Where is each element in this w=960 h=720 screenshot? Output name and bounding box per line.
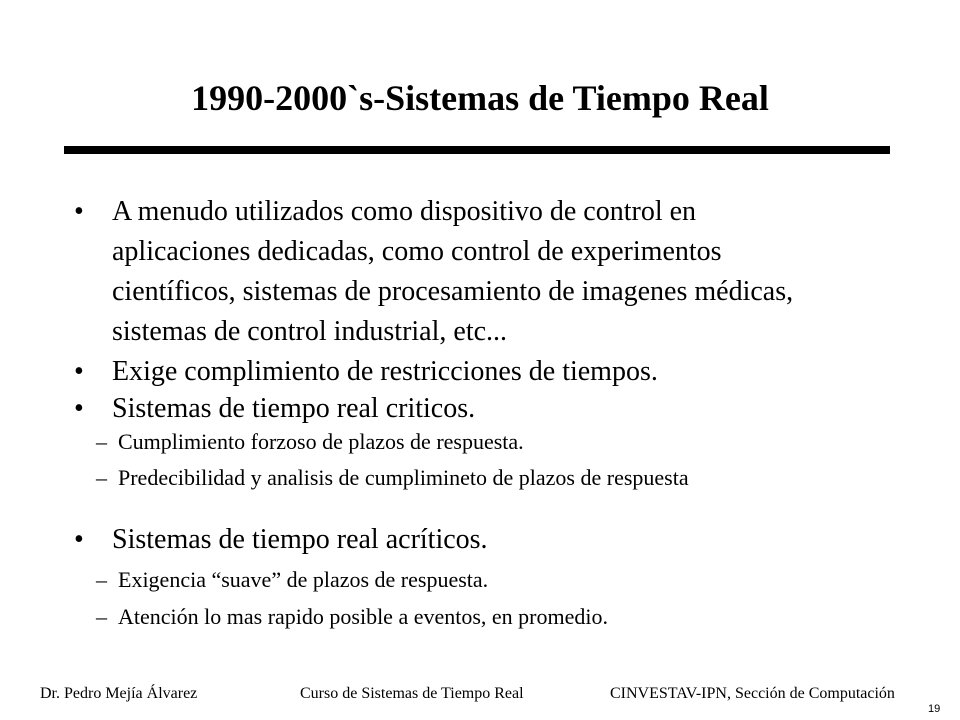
footer-author: Dr. Pedro Mejía Álvarez [40, 685, 198, 702]
footer-institution: CINVESTAV-IPN, Sección de Computación [610, 685, 895, 702]
footer-course: Curso de Sistemas de Tiempo Real [300, 685, 524, 702]
sub-bullet-marker: – [96, 465, 107, 490]
sub-bullet-item [96, 602, 878, 632]
bullet-item [74, 389, 832, 429]
sub-bullet-text: Cumplimiento forzoso de plazos de respuesta. [118, 429, 524, 454]
bullet-marker: • [74, 524, 84, 555]
bullet-item [74, 520, 832, 560]
sub-bullet-marker: – [96, 429, 107, 454]
bullet-item [74, 352, 832, 392]
bullet-item [74, 192, 832, 352]
sub-bullet-item [96, 427, 878, 457]
sub-bullet-item [96, 565, 878, 595]
bullet-marker: • [74, 393, 84, 424]
sub-bullet-marker: – [96, 567, 107, 592]
bullet-marker: • [74, 356, 84, 387]
bullet-text: Exige complimiento de restricciones de tiempos. [112, 356, 658, 387]
page-number: 19 [928, 703, 941, 715]
slide-title: 1990-2000`s-Sistemas de Tiempo Real [191, 78, 769, 118]
sub-bullet-item [96, 463, 878, 493]
bullet-text: Sistemas de tiempo real criticos. [112, 393, 476, 424]
sub-bullet-text: Exigencia “suave” de plazos de respuesta. [118, 567, 489, 592]
bullet-text: A menudo utilizados como dispositivo de control en aplicaciones dedicadas, como control de experimentos científicos, sistemas de procesamiento de imagenes médicas, sistemas de control industrial, etc... [112, 196, 794, 347]
sub-bullet-text: Atención lo mas rapido posible a eventos, en promedio. [118, 604, 608, 629]
sub-bullet-marker: – [96, 604, 107, 629]
bullet-text: Sistemas de tiempo real acríticos. [112, 524, 488, 555]
sub-bullet-text: Predecibilidad y analisis de cumplimineto de plazos de respuesta [118, 465, 689, 490]
bullet-marker: • [74, 196, 84, 227]
